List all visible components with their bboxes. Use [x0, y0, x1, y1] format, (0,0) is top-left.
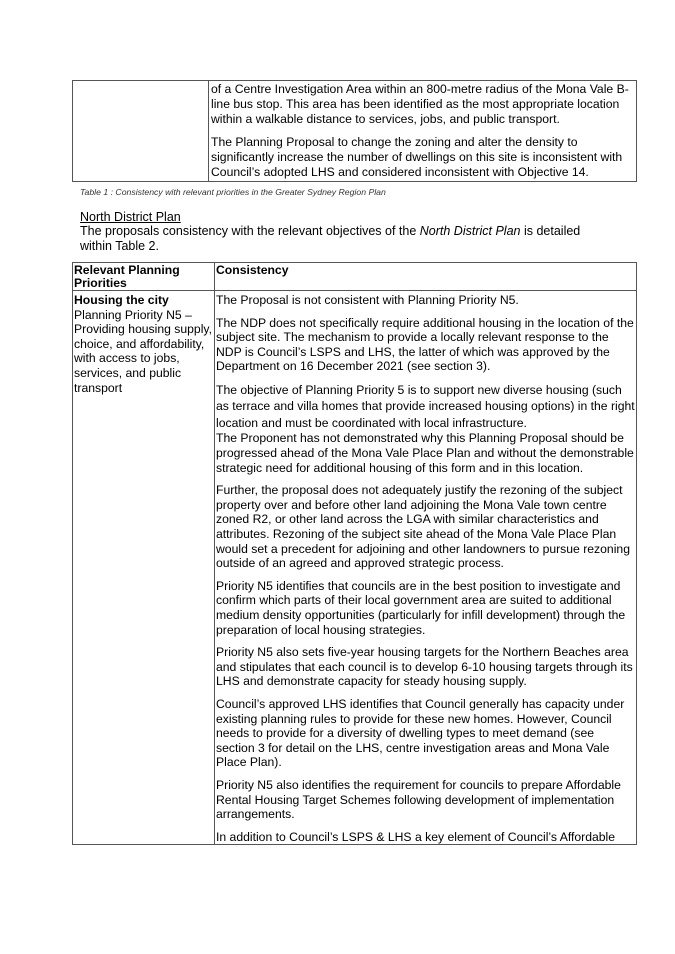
- paragraph: Priority N5 also identifies the requirement for councils to prepare Affordable Rental Housing Target Schemes following development of implementation arrangements.: [216, 777, 621, 822]
- table-1-caption: Table 1 : Consistency with relevant priorities in the Greater Sydney Region Plan: [80, 187, 386, 197]
- table-1-continuation: [72, 80, 637, 182]
- section-intro: [80, 224, 600, 254]
- column-header-consistency: Consistency: [215, 263, 637, 291]
- paragraph: Priority N5 identifies that councils are in the best position to investigate and confirm which parts of their local government area are suited to additional medium density opportunities (particularly for infill development) through the preparation of local housing strategies.: [216, 578, 626, 637]
- table-row: [73, 81, 637, 182]
- table-header-row: [73, 263, 637, 291]
- paragraph: The Proponent has not demonstrated why this Planning Proposal should be progressed ahead of the Mona Vale Place Plan and without the demonstrable strategic need for additional housing of this form and in this location.: [216, 431, 634, 475]
- paragraph: of a Centre Investigation Area within an 800-metre radius of the Mona Vale B-line bus stop. This area has been identified as the most appropriate location within a walkable distance to services, jobs, and public transport.: [211, 82, 629, 127]
- table-2: [72, 262, 637, 845]
- paragraph: Council’s approved LHS identifies that Council generally has capacity under existing planning rules to provide for these new homes. However, Council needs to provide for a diversity of dwelling types to meet demand (see section 3 for detail on the LHS, centre investigation areas and Mona Vale Place Plan).: [216, 696, 625, 770]
- section-title: North District Plan: [80, 210, 181, 224]
- paragraph: The Proposal is not consistent with Planning Priority N5.: [216, 293, 519, 307]
- paragraph: Priority N5 also sets five-year housing targets for the Northern Beaches area and stipulates that each council is to develop 6-10 housing targets through its LHS and demonstrate capacity for steady housing supply.: [216, 645, 633, 689]
- paragraph: The NDP does not specifically require additional housing in the location of the subject site. The mechanism to provide a locally relevant response to the NDP is Council’s LSPS and LHS, the latter of which was approved by the Department on 16 December 2021 (see section 3).: [216, 315, 634, 374]
- intro-plan-name: North District Plan: [419, 224, 521, 238]
- consistency-cell: [215, 291, 637, 845]
- intro-text: The proposals consistency with the relevant objectives of the: [80, 224, 420, 238]
- paragraph: The objective of Planning Priority 5 is to support new diverse housing (such as terrace and villa homes that provide increased housing options) in the right location and must be coordinated with local infrastructure.: [216, 382, 635, 430]
- table-cell-consistency: [209, 81, 637, 182]
- table-cell-empty: [73, 81, 209, 182]
- column-header-priorities: Relevant Planning Priorities: [73, 263, 215, 291]
- priority-cell: [73, 291, 215, 845]
- priority-title: Housing the city: [74, 293, 169, 307]
- intro-text-end: is detailed within Table 2.: [80, 224, 581, 253]
- paragraph: In addition to Council’s LSPS & LHS a key element of Council’s Affordable: [216, 829, 616, 844]
- table-row: [73, 291, 637, 845]
- priority-description: Planning Priority N5 – Providing housing supply, choice, and affordability, with access to jobs, services, and public transport: [74, 307, 212, 395]
- paragraph: Further, the proposal does not adequately justify the rezoning of the subject property over and before other land adjoining the Mona Vale town centre zoned R2, or other land across the LGA with similar characteristics and attributes. Rezoning of the subject site ahead of the Mona Vale Place Plan would set a precedent for adjoining and other landowners to pursue rezoning outside of an agreed and approved strategic process.: [216, 483, 630, 571]
- paragraph: The Planning Proposal to change the zoning and alter the density to significantly increase the number of dwellings on this site is inconsistent with Council’s adopted LHS and considered inconsistent with Objective 14.: [211, 134, 623, 180]
